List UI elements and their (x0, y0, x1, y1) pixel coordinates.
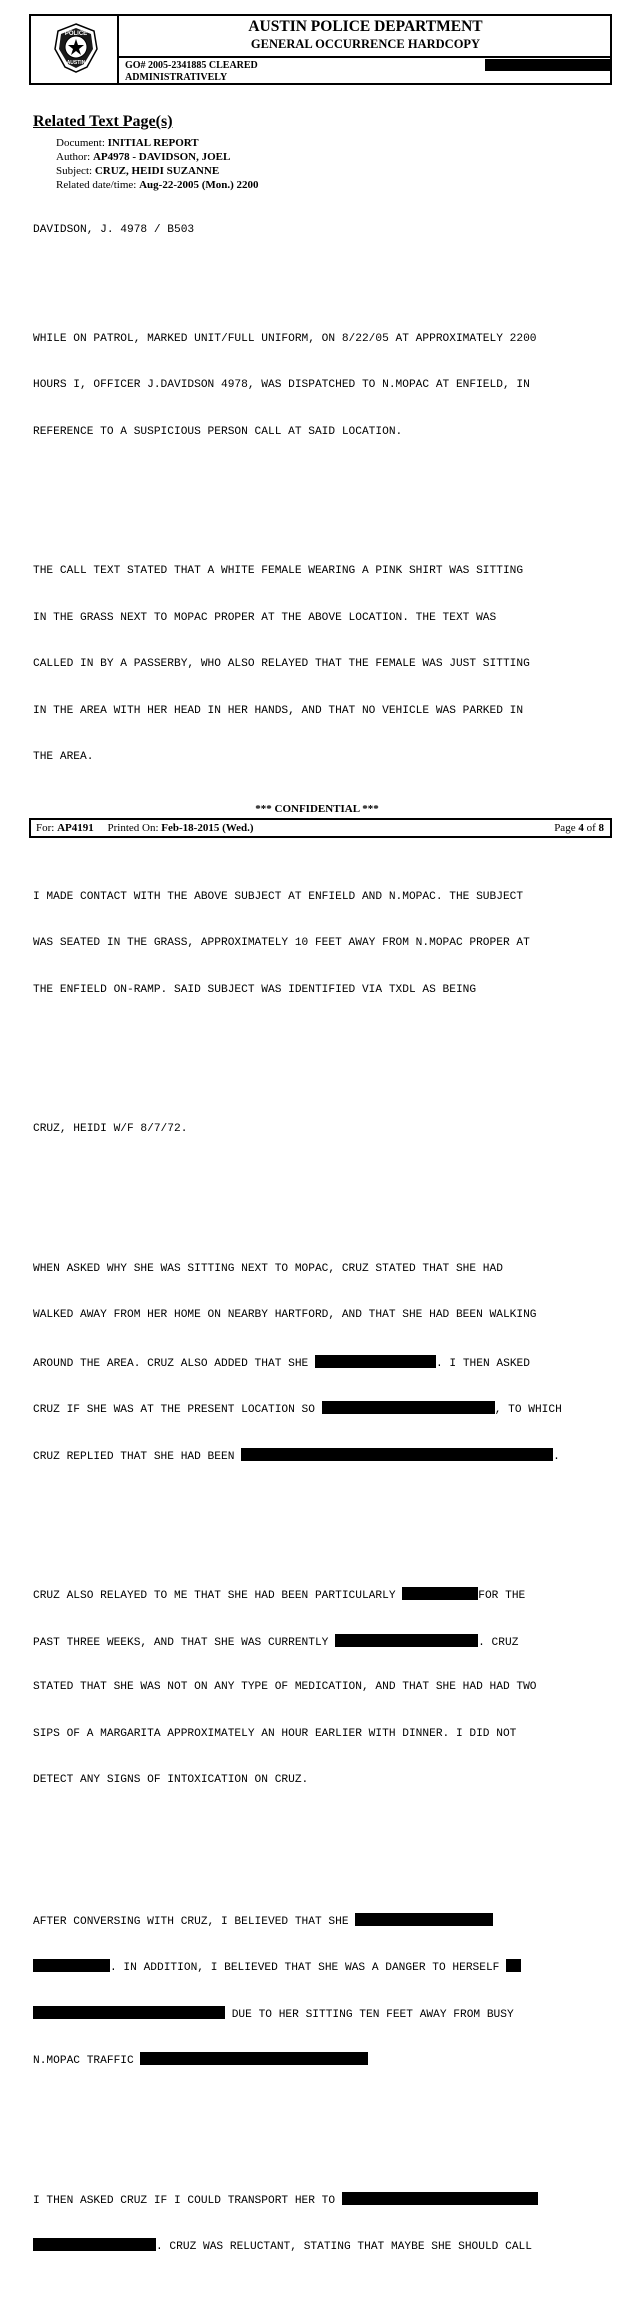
paragraph-2: THE CALL TEXT STATED THAT A WHITE FEMALE WEARING A PINK SHIRT WAS SITTING IN THE GRASS NEXT TO MOPAC PROPER AT THE ABOVE LOCATION. THE TEXT WAS CALLED IN BY A PASSERBY, WHO ALSO RELAYED THAT THE FEMALE WAS JUST SITTING IN THE AREA WITH HER HEAD IN HER HANDS, AND THAT NO VEHICLE WAS PARKED IN THE AREA. (33, 565, 530, 763)
meta-document: Document: INITIAL REPORT (56, 137, 199, 149)
redaction (315, 1355, 436, 1368)
redaction (33, 2238, 156, 2251)
redaction (402, 1587, 478, 1600)
header-redaction (485, 59, 610, 71)
case-line-1: GO# 2005-2341885 CLEARED (125, 60, 258, 71)
narrative-body (33, 192, 613, 2316)
paragraph-4: CRUZ, HEIDI W/F 8/7/72. (33, 1123, 188, 1135)
case-line-2: ADMINISTRATIVELY (125, 72, 228, 83)
meta-related-datetime: Related date/time: Aug-22-2005 (Mon.) 2200 (56, 179, 259, 191)
header-divider (119, 56, 612, 58)
department-title: AUSTIN POLICE DEPARTMENT (248, 18, 483, 35)
police-badge-logo (53, 23, 99, 73)
redaction (33, 2006, 225, 2019)
case-number (125, 60, 258, 84)
page-number: Page 4 of 8 (554, 822, 604, 834)
redaction (506, 1959, 521, 1972)
report-header (29, 14, 612, 85)
logo-cell (31, 16, 119, 83)
meta-author: Author: AP4978 - DAVIDSON, JOEL (56, 151, 231, 163)
paragraph-8: I THEN ASKED CRUZ IF I COULD TRANSPORT HER TO . CRUZ WAS RELUCTANT, STATING THAT MAYBE SHE SHOULD CALL (33, 2161, 613, 2285)
redaction (33, 1959, 110, 1972)
document-meta (56, 136, 259, 192)
redaction (342, 2192, 538, 2205)
svg-text:POLICE: POLICE (64, 31, 88, 37)
report-type-title: GENERAL OCCURRENCE HARDCOPY (250, 37, 481, 51)
redaction (140, 2052, 368, 2065)
svg-text:AUSTIN: AUSTIN (66, 60, 86, 66)
print-info: For: AP4191 Printed On: Feb-18-2015 (Wed.) (36, 822, 254, 834)
paragraph-7: AFTER CONVERSING WITH CRUZ, I BELIEVED THAT SHE . IN ADDITION, I BELIEVED THAT SHE WAS A DANGER TO HERSELF DUE TO HER SITTING TEN FEET AWAY FROM BUSY N.MOPAC TRAFFIC (33, 1882, 613, 2099)
page-footer (29, 818, 612, 838)
confidential-banner: *** CONFIDENTIAL *** (255, 803, 379, 815)
redaction (241, 1448, 553, 1461)
redaction (355, 1913, 493, 1926)
officer-line: DAVIDSON, J. 4978 / B503 (33, 224, 195, 236)
paragraph-6: CRUZ ALSO RELAYED TO ME THAT SHE HAD BEEN PARTICULARLY FOR THE PAST THREE WEEKS, AND THAT SHE WAS CURRENTLY . CRUZ STATED THAT SHE WAS NOT ON ANY TYPE OF MEDICATION, AND THAT SHE HAD HAD TWO SIPS OF A MARGARITA APPROXIMATELY AN HOUR EARLIER WITH DINNER. I DID NOT DETECT ANY SIGNS OF INTOXICATION ON CRUZ. (33, 1556, 613, 1820)
meta-subject: Subject: CRUZ, HEIDI SUZANNE (56, 165, 220, 177)
paragraph-5: WHEN ASKED WHY SHE WAS SITTING NEXT TO MOPAC, CRUZ STATED THAT SHE HAD WALKED AWAY FROM HER HOME ON NEARBY HARTFORD, AND THAT SHE HAD BEEN WALKING AROUND THE AREA. CRUZ ALSO ADDED THAT SHE . I THEN ASKED CRUZ IF SHE WAS AT THE PRESENT LOCATION SO , TO WHICH CRUZ REPLIED THAT SHE HAD BEEN . (33, 1262, 562, 1463)
paragraph-3: I MADE CONTACT WITH THE ABOVE SUBJECT AT ENFIELD AND N.MOPAC. THE SUBJECT WAS SEATED IN THE GRASS, APPROXIMATELY 10 FEET AWAY FROM N.MOPAC PROPER AT THE ENFIELD ON-RAMP. SAID SUBJECT WAS IDENTIFIED VIA TXDL AS BEING (33, 890, 530, 996)
paragraph-1: WHILE ON PATROL, MARKED UNIT/FULL UNIFORM, ON 8/22/05 AT APPROXIMATELY 2200 HOURS I, OFFICER J.DAVIDSON 4978, WAS DISPATCHED TO N.MOPAC AT ENFIELD, IN REFERENCE TO A SUSPICIOUS PERSON CALL AT SAID LOCATION. (33, 332, 537, 438)
redaction (322, 1401, 495, 1414)
redaction (335, 1634, 478, 1647)
section-title: Related Text Page(s) (33, 113, 173, 130)
